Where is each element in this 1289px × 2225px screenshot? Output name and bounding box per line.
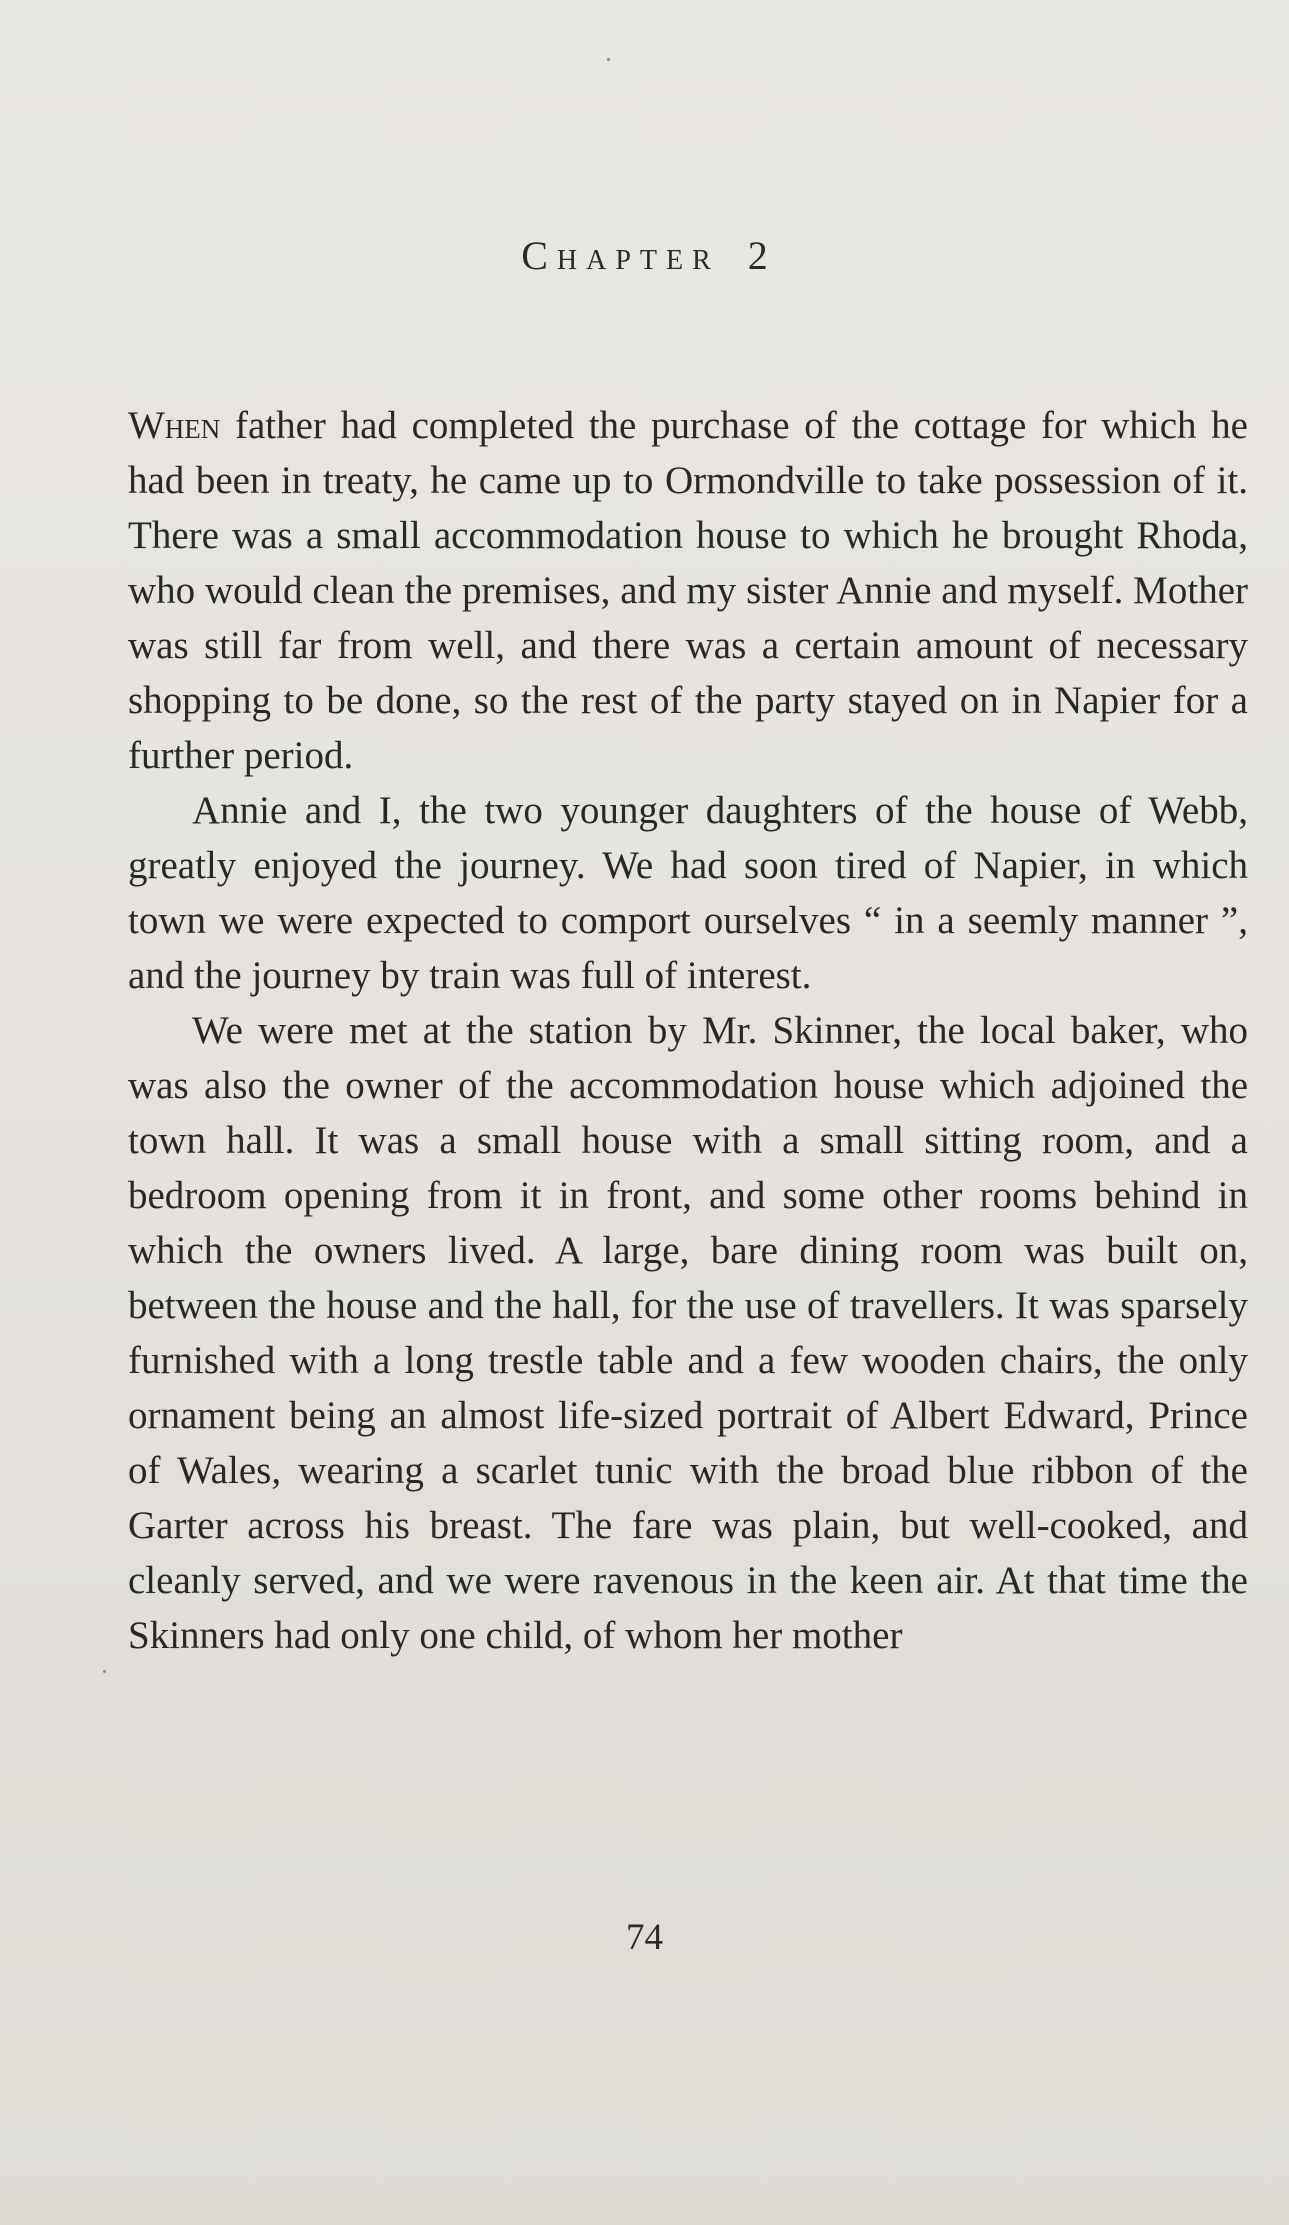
chapter-heading [0, 232, 1289, 279]
paragraph [128, 1003, 1248, 1663]
paragraph-text: We were met at the station by Mr. Skinner, the local baker, who was also the owner of the accommodation house which adjoined the town hall. It was a small house with a small sitting room, and a bedroom opening from it in front, and some other rooms behind in which the owners lived. A large, bare dining room was built on, between the house and the hall, for the use of travellers. It was sparsely furnished with a long trestle table and a few wooden chairs, the only ornament being an almost life-sized portrait of Albert Edward, Prince of Wales, wearing a scarlet tunic with the broad blue ribbon of the Garter across his breast. The fare was plain, but well-cooked, and cleanly served, and we were ravenous in the keen air. At that time the Skinners had only one child, of whom her mother [128, 1009, 1248, 1657]
paper-speck [103, 1670, 106, 1673]
paragraph-text: father had completed the purchase of the cottage for which he had been in treaty, he came up to Ormondville to take possession of it. There was a small accommodation house to which he brought Rhoda, who would clean the premises, and my sister Annie and myself. Mother was still far from well, and there was a certain amount of necessary shopping to be done, so the rest of the party stayed on in Napier for a further period. [128, 404, 1248, 777]
paragraph [128, 398, 1248, 783]
chapter-label: Chapter [521, 233, 720, 278]
chapter-number: 2 [747, 233, 768, 278]
paper-speck [607, 58, 610, 61]
paragraph-text: Annie and I, the two younger daughters of the house of Webb, greatly enjoyed the journey. We had soon tired of Napier, in which town we were expected to comport ourselves “ in a seemly manner ”, and the journey by train was full of interest. [128, 789, 1248, 997]
page-number: 74 [626, 1917, 663, 1958]
chapter-body [128, 398, 1248, 1663]
paragraph [128, 783, 1248, 1003]
paragraph-lead-word: When [128, 404, 221, 447]
